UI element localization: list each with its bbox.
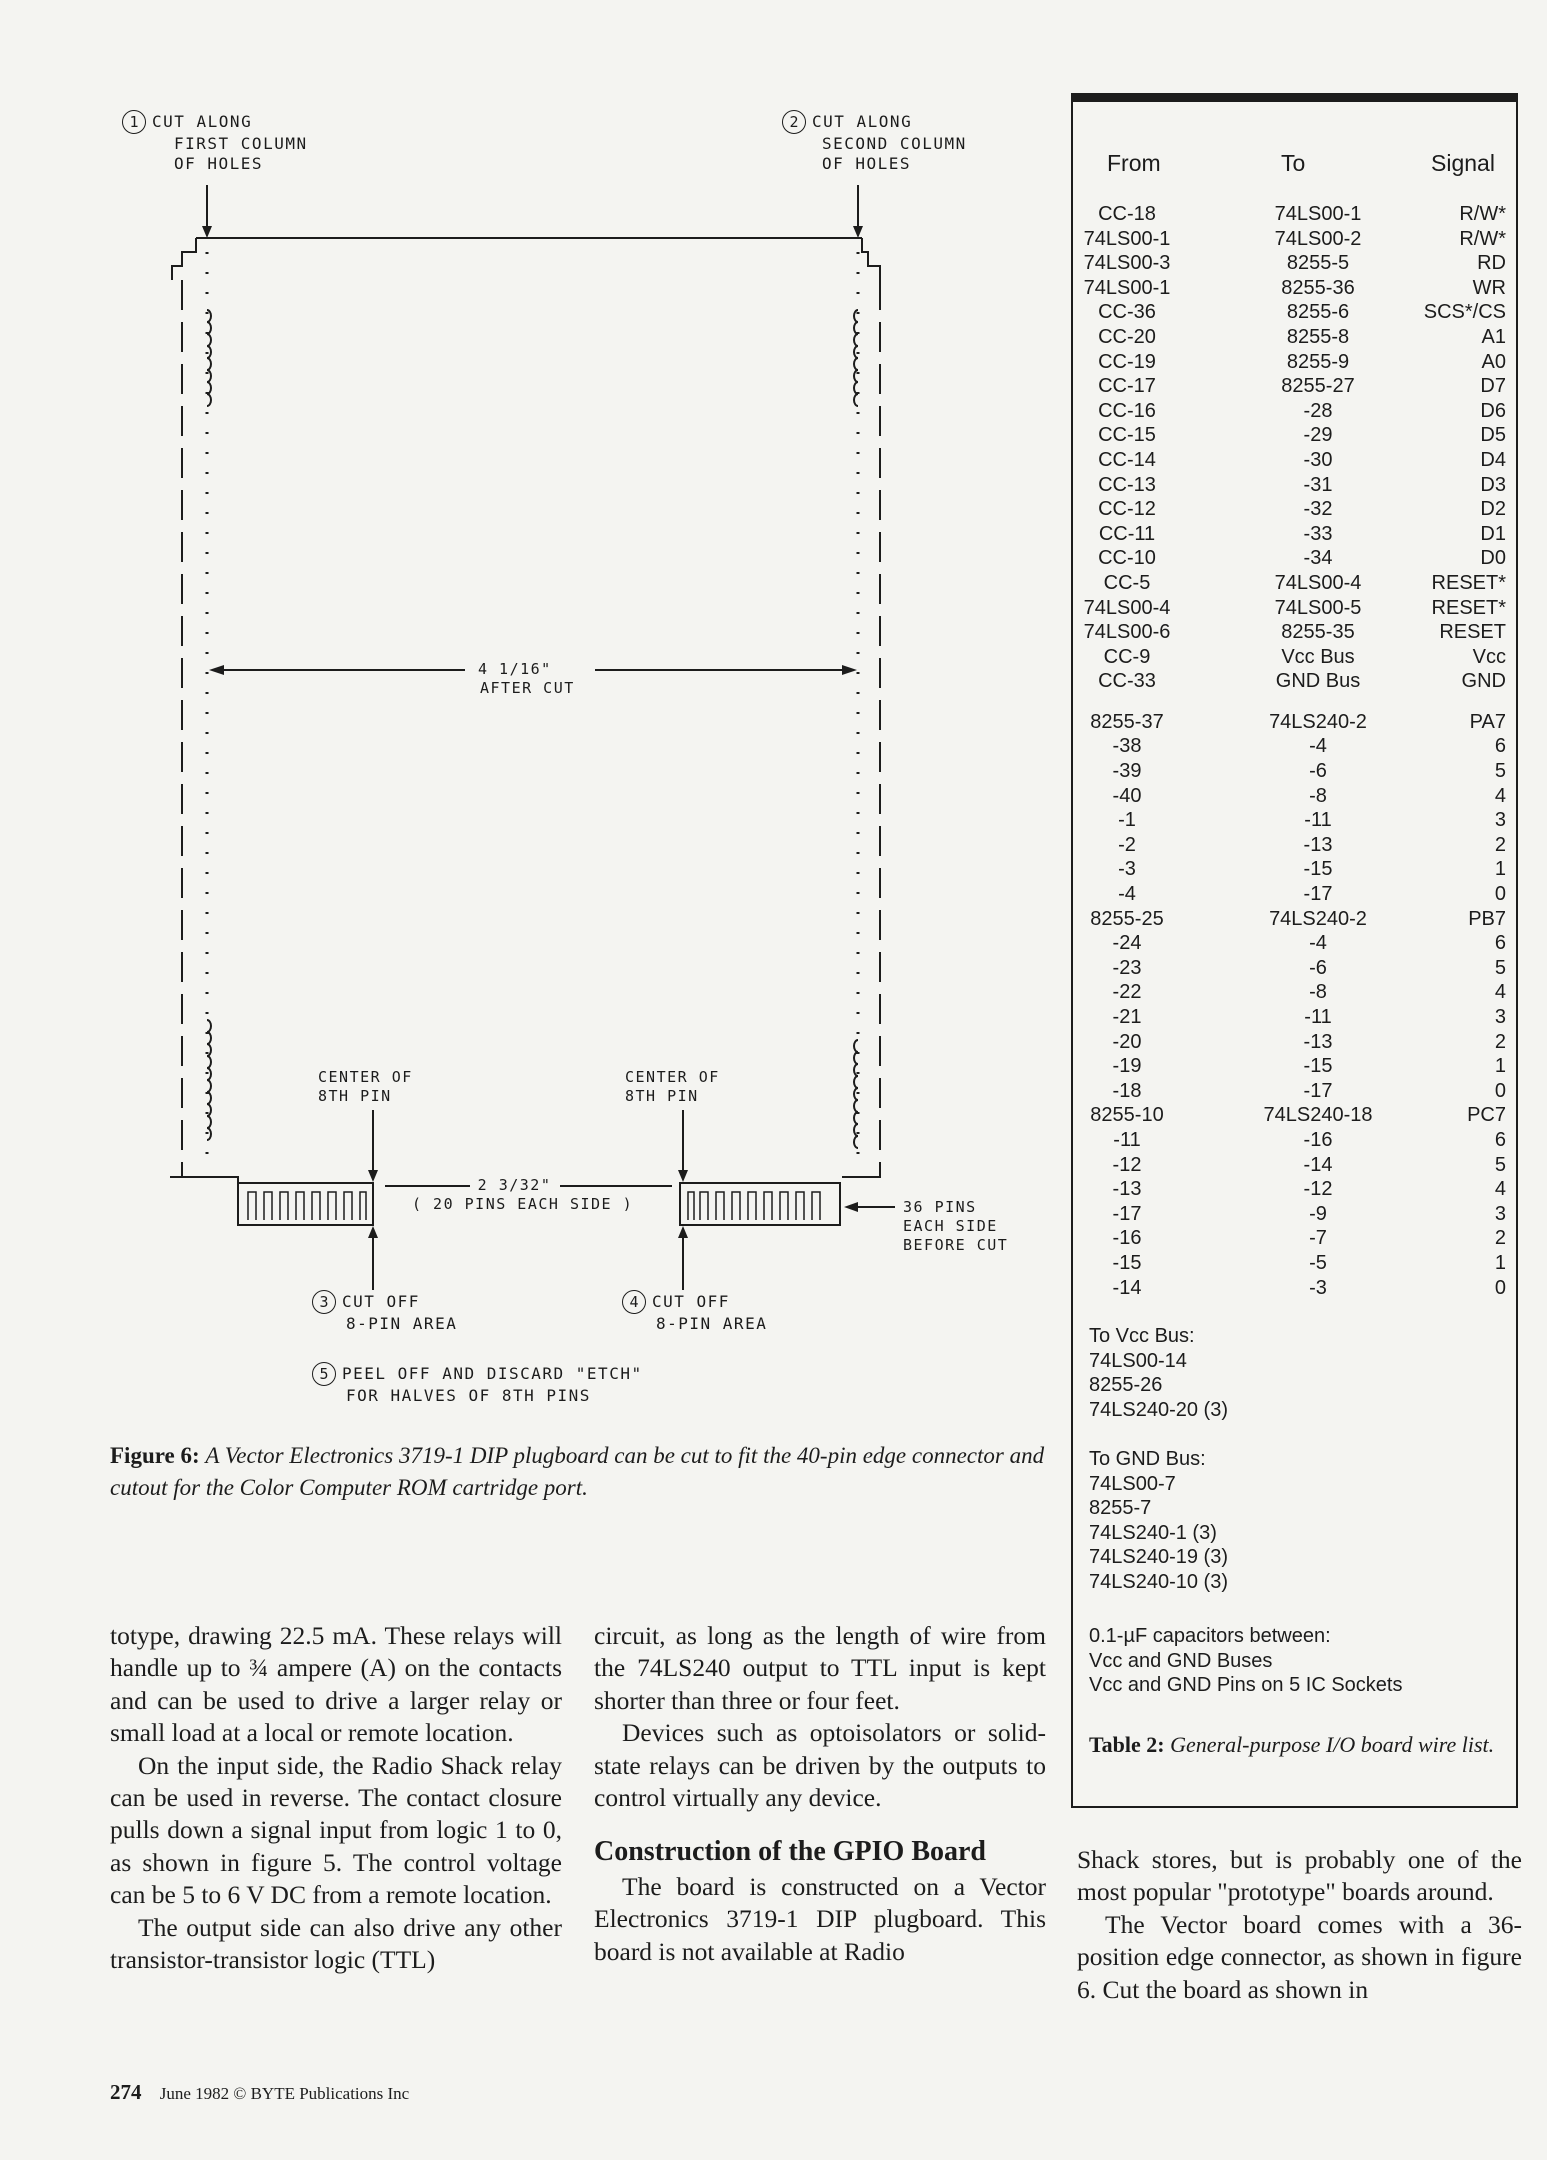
figure-6-diagram	[0, 0, 1070, 1420]
table-row	[1073, 227, 1516, 252]
table-row	[1073, 202, 1516, 227]
table-row	[1073, 1251, 1516, 1276]
cell-signal: PA7	[1469, 710, 1506, 733]
cell-to: -30	[1303, 448, 1333, 471]
cell-from: CC-16	[1098, 399, 1156, 422]
cell-from: -2	[1118, 833, 1136, 856]
cell-from: CC-10	[1098, 547, 1156, 570]
cell-to: -11	[1304, 809, 1332, 832]
cell-signal: 6	[1494, 735, 1506, 758]
cell-signal: D6	[1480, 399, 1506, 422]
cell-from: CC-17	[1098, 375, 1156, 398]
center-8th-pin-left-label: CENTER OF 8TH PIN	[318, 1068, 413, 1105]
cell-signal: GND	[1461, 670, 1506, 693]
cell-signal: RESET*	[1431, 596, 1506, 619]
cell-signal: RD	[1477, 252, 1506, 275]
cell-to: -32	[1303, 498, 1333, 521]
cell-signal: 4	[1494, 784, 1506, 807]
table-row	[1073, 596, 1516, 621]
table-row	[1073, 571, 1516, 596]
cell-to: 8255-35	[1281, 621, 1355, 644]
paragraph: Shack stores, but is probably one of the most popular "prototype" boards around.	[1077, 1845, 1522, 1907]
cell-signal: RESET	[1439, 621, 1506, 644]
cell-from: 74LS00-6	[1083, 621, 1171, 644]
cell-signal: Vcc	[1472, 645, 1506, 668]
cell-to: Vcc Bus	[1281, 645, 1355, 668]
table-row	[1073, 1202, 1516, 1227]
cell-from: -24	[1112, 932, 1142, 955]
page-number: 274	[110, 2080, 142, 2104]
paragraph: The Vector board comes with a 36-position edge connector, as shown in figure 6. Cut the board as shown in	[1077, 1909, 1522, 2004]
cell-signal: 4	[1494, 981, 1506, 1004]
cell-to: -29	[1303, 424, 1333, 447]
cell-to: 8255-9	[1286, 350, 1350, 373]
cell-signal: WR	[1472, 276, 1506, 299]
cell-signal: D0	[1480, 547, 1506, 570]
cell-signal: D3	[1480, 473, 1506, 496]
capacitor-notes: 0.1-µF capacitors between: Vcc and GND Buses Vcc and GND Pins on 5 IC Sockets	[1089, 1625, 1403, 1697]
cell-to: -8	[1309, 981, 1327, 1004]
table-2-caption-label: Table 2:	[1089, 1732, 1165, 1757]
cell-to: 8255-5	[1286, 252, 1350, 275]
cell-to: 8255-8	[1286, 325, 1350, 348]
cell-to: -17	[1303, 883, 1333, 906]
cell-from: 8255-10	[1090, 1104, 1164, 1127]
table-body	[1073, 202, 1516, 1300]
cell-from: -20	[1112, 1030, 1142, 1053]
cell-to: -6	[1309, 760, 1327, 783]
cell-signal: 3	[1494, 1202, 1506, 1225]
cell-signal: D4	[1480, 448, 1506, 471]
table-row	[1073, 907, 1516, 932]
cell-to: -13	[1303, 1030, 1333, 1053]
table-row	[1073, 710, 1516, 735]
cell-from: -39	[1112, 760, 1142, 783]
cell-signal: D7	[1480, 375, 1506, 398]
table-row	[1073, 423, 1516, 448]
table-row	[1073, 399, 1516, 424]
page-footer	[110, 2080, 409, 2105]
table-row	[1073, 1103, 1516, 1128]
paragraph: circuit, as long as the length of wire from the 74LS240 output to TTL input is kept shorter than three or four feet.	[594, 1621, 1046, 1715]
cell-to: -33	[1303, 522, 1333, 545]
cell-from: -3	[1118, 858, 1136, 881]
cell-from: -13	[1112, 1178, 1142, 1201]
table-row	[1073, 808, 1516, 833]
cell-signal: 5	[1494, 760, 1506, 783]
cell-from: CC-11	[1098, 522, 1156, 545]
cell-to: 74LS240-2	[1269, 710, 1367, 733]
paragraph: On the input side, the Radio Shack relay can be used in reverse. The contact closure pulls down a signal input from logic 1 to 0, as shown in figure 5. The control voltage can be 5 to 6 V DC from a remote location.	[110, 1750, 562, 1910]
table-row	[1073, 956, 1516, 981]
paragraph: The output side can also drive any other transistor-transistor logic (TTL)	[110, 1912, 562, 1975]
table-row	[1073, 645, 1516, 670]
cell-from: -4	[1118, 883, 1136, 906]
table-row	[1073, 522, 1516, 547]
cell-from: CC-18	[1098, 203, 1156, 225]
table-2-caption	[1089, 1730, 1509, 1760]
cell-from: CC-12	[1098, 498, 1156, 521]
table-row	[1073, 251, 1516, 276]
cell-signal: 2	[1494, 1030, 1506, 1053]
cell-signal: 1	[1494, 858, 1506, 881]
cell-signal: 1	[1494, 1055, 1506, 1078]
table-row	[1073, 374, 1516, 399]
table-row	[1073, 980, 1516, 1005]
cell-from: -21	[1112, 1006, 1142, 1028]
cell-to: -6	[1309, 956, 1327, 979]
cell-signal: A0	[1481, 350, 1506, 373]
table-row	[1073, 473, 1516, 498]
cell-from: 74LS00-3	[1083, 252, 1171, 275]
table-row	[1073, 620, 1516, 645]
cell-signal: D5	[1480, 424, 1506, 447]
cell-to: -8	[1309, 784, 1327, 807]
cell-from: -22	[1112, 981, 1142, 1004]
table-row	[1073, 734, 1516, 759]
vcc-bus-notes: To Vcc Bus: 74LS00-14 8255-26 74LS240-20 (3)	[1089, 1325, 1228, 1421]
cell-to: -34	[1303, 547, 1333, 570]
cell-signal: 2	[1494, 833, 1506, 856]
table-row	[1073, 1276, 1516, 1301]
cell-from: CC-14	[1098, 448, 1156, 471]
table-row	[1073, 1226, 1516, 1251]
table-row	[1073, 276, 1516, 301]
cell-from: -14	[1112, 1276, 1142, 1299]
cell-from: CC-33	[1098, 670, 1156, 693]
cell-to: -11	[1304, 1006, 1332, 1028]
table-row	[1073, 669, 1516, 694]
cell-signal: 3	[1494, 1006, 1506, 1028]
cell-to: 8255-6	[1286, 301, 1350, 324]
cell-to: -4	[1309, 932, 1327, 955]
gnd-bus-notes: To GND Bus: 74LS00-7 8255-7 74LS240-1 (3) 74LS240-19 (3) 74LS240-10 (3)	[1089, 1448, 1228, 1593]
callout-4: 4 CUT OFF 8-PIN AREA	[622, 1290, 767, 1334]
cell-from: -16	[1112, 1227, 1142, 1250]
callout-3: 3 CUT OFF 8-PIN AREA	[312, 1290, 457, 1334]
cell-signal: R/W*	[1459, 227, 1506, 250]
table-row	[1073, 300, 1516, 325]
cell-signal: A1	[1481, 325, 1506, 348]
span-dimension-label: 2 3/32" ( 20 PINS EACH SIDE )	[412, 1176, 634, 1213]
footer-text: June 1982 © BYTE Publications Inc	[159, 2084, 410, 2103]
cell-from: CC-9	[1103, 645, 1151, 668]
cell-signal: SCS*/CS	[1423, 301, 1506, 324]
cell-signal: D1	[1480, 522, 1506, 545]
table-row	[1073, 833, 1516, 858]
column-header-signal: Signal	[1431, 150, 1495, 176]
column-header-from: From	[1107, 150, 1161, 176]
cell-signal: 5	[1494, 956, 1506, 979]
cell-from: 8255-37	[1090, 710, 1164, 733]
cell-signal: D2	[1480, 498, 1506, 521]
board-top-left-step	[172, 238, 196, 280]
cell-from: -19	[1112, 1055, 1142, 1078]
wire-list-table	[1071, 93, 1518, 1808]
cell-to: -16	[1303, 1128, 1333, 1151]
cell-signal: 0	[1494, 883, 1506, 906]
table-row	[1073, 1153, 1516, 1178]
cell-to: 74LS240-18	[1263, 1104, 1373, 1127]
cell-signal: 0	[1494, 1079, 1506, 1102]
article-column-1	[110, 1620, 562, 1976]
table-row-gap	[1073, 694, 1516, 710]
cell-signal: 4	[1494, 1178, 1506, 1201]
cell-signal: R/W*	[1459, 203, 1506, 225]
cell-to: -12	[1303, 1178, 1333, 1201]
table-row	[1073, 1079, 1516, 1104]
cell-to: 8255-27	[1281, 375, 1355, 398]
cell-to: -4	[1309, 735, 1327, 758]
column-header-to: To	[1281, 150, 1306, 176]
paragraph: Devices such as optoisolators or solid-state relays can be driven by the outputs to control virtually any device.	[594, 1718, 1046, 1813]
callout-1: 1 CUT ALONG FIRST COLUMN OF HOLES	[122, 110, 308, 174]
cell-from: -12	[1112, 1153, 1142, 1176]
cell-to: 74LS00-5	[1274, 596, 1362, 619]
cell-signal: 5	[1494, 1153, 1506, 1176]
table-row	[1073, 1128, 1516, 1153]
table-row	[1073, 1030, 1516, 1055]
table-row	[1073, 1054, 1516, 1079]
cell-from: -15	[1112, 1251, 1142, 1274]
cell-to: -9	[1309, 1202, 1327, 1225]
cell-to: -28	[1303, 399, 1333, 422]
cell-signal: PB7	[1468, 907, 1506, 930]
table-row	[1073, 784, 1516, 809]
figure-6-caption	[110, 1440, 1045, 1504]
cell-to: -7	[1309, 1227, 1327, 1250]
cell-from: 74LS00-1	[1083, 227, 1171, 250]
width-dimension-label: 4 1/16" AFTER CUT	[478, 660, 575, 697]
paragraph: The board is constructed on a Vector Electronics 3719-1 DIP plugboard. This board is not available at Radio	[594, 1871, 1046, 1966]
cell-from: CC-15	[1098, 424, 1156, 447]
callout-2: 2 CUT ALONG SECOND COLUMN OF HOLES	[782, 110, 967, 174]
cell-to: -17	[1303, 1079, 1333, 1102]
table-row	[1073, 325, 1516, 350]
cell-from: 8255-25	[1090, 907, 1164, 930]
cell-from: -38	[1112, 735, 1142, 758]
cell-from: CC-36	[1098, 301, 1156, 324]
table-row	[1073, 931, 1516, 956]
table-row	[1073, 882, 1516, 907]
table-row	[1073, 448, 1516, 473]
cell-from: CC-19	[1098, 350, 1156, 373]
cell-signal: 6	[1494, 1128, 1506, 1151]
cell-from: 74LS00-1	[1083, 276, 1171, 299]
table-row	[1073, 857, 1516, 882]
cell-signal: 2	[1494, 1227, 1506, 1250]
center-8th-pin-right-label: CENTER OF 8TH PIN	[625, 1068, 720, 1105]
cell-to: -13	[1303, 833, 1333, 856]
callout-5: 5 PEEL OFF AND DISCARD "ETCH" FOR HALVES OF 8TH PINS	[312, 1362, 643, 1406]
article-column-3	[1077, 1844, 1522, 2006]
table-2-caption-text: General-purpose I/O board wire list.	[1170, 1732, 1495, 1757]
cell-to: 74LS00-1	[1274, 203, 1362, 225]
cell-signal: 6	[1494, 932, 1506, 955]
cell-to: GND Bus	[1275, 670, 1361, 693]
cell-signal: 0	[1494, 1276, 1506, 1299]
cell-from: -11	[1113, 1128, 1141, 1151]
cell-from: -23	[1112, 956, 1142, 979]
cell-from: -17	[1112, 1202, 1142, 1225]
cell-to: -3	[1309, 1276, 1327, 1299]
cell-signal: 1	[1494, 1251, 1506, 1274]
article-column-2	[594, 1620, 1046, 1968]
cell-from: CC-5	[1103, 571, 1151, 594]
table-row	[1073, 1005, 1516, 1030]
cell-to: 8255-36	[1281, 276, 1355, 299]
cell-from: -18	[1112, 1079, 1142, 1102]
table-row	[1073, 546, 1516, 571]
cell-from: CC-20	[1098, 325, 1156, 348]
table-row	[1073, 350, 1516, 375]
cell-to: 74LS00-2	[1274, 227, 1362, 250]
table-row	[1073, 497, 1516, 522]
cell-to: -14	[1303, 1153, 1333, 1176]
cell-to: 74LS00-4	[1274, 571, 1362, 594]
cell-signal: 3	[1494, 809, 1506, 832]
cell-to: -31	[1303, 473, 1333, 496]
table-row	[1073, 759, 1516, 784]
cell-to: -5	[1309, 1251, 1327, 1274]
figure-6-caption-label: Figure 6:	[110, 1443, 200, 1468]
cell-from: 74LS00-4	[1083, 596, 1171, 619]
section-heading: Construction of the GPIO Board	[594, 1836, 986, 1868]
pins-label: 36 PINS EACH SIDE BEFORE CUT	[903, 1198, 1009, 1254]
cell-from: CC-13	[1098, 473, 1156, 496]
cell-to: 74LS240-2	[1269, 907, 1367, 930]
paragraph: totype, drawing 22.5 mA. These relays will handle up to ¾ ampere (A) on the contacts and can be used to drive a larger relay or small load at a local or remote location.	[110, 1621, 562, 1748]
cell-from: -40	[1112, 784, 1142, 807]
cell-to: -15	[1303, 858, 1333, 881]
cell-signal: PC7	[1467, 1104, 1506, 1127]
cell-signal: RESET*	[1431, 571, 1506, 594]
cell-to: -15	[1303, 1055, 1333, 1078]
cell-from: -1	[1118, 809, 1136, 832]
table-row	[1073, 1177, 1516, 1202]
figure-6-caption-text: A Vector Electronics 3719-1 DIP plugboard can be cut to fit the 40-pin edge connector and cutout for the Color Computer ROM cartridge port.	[110, 1443, 1045, 1500]
